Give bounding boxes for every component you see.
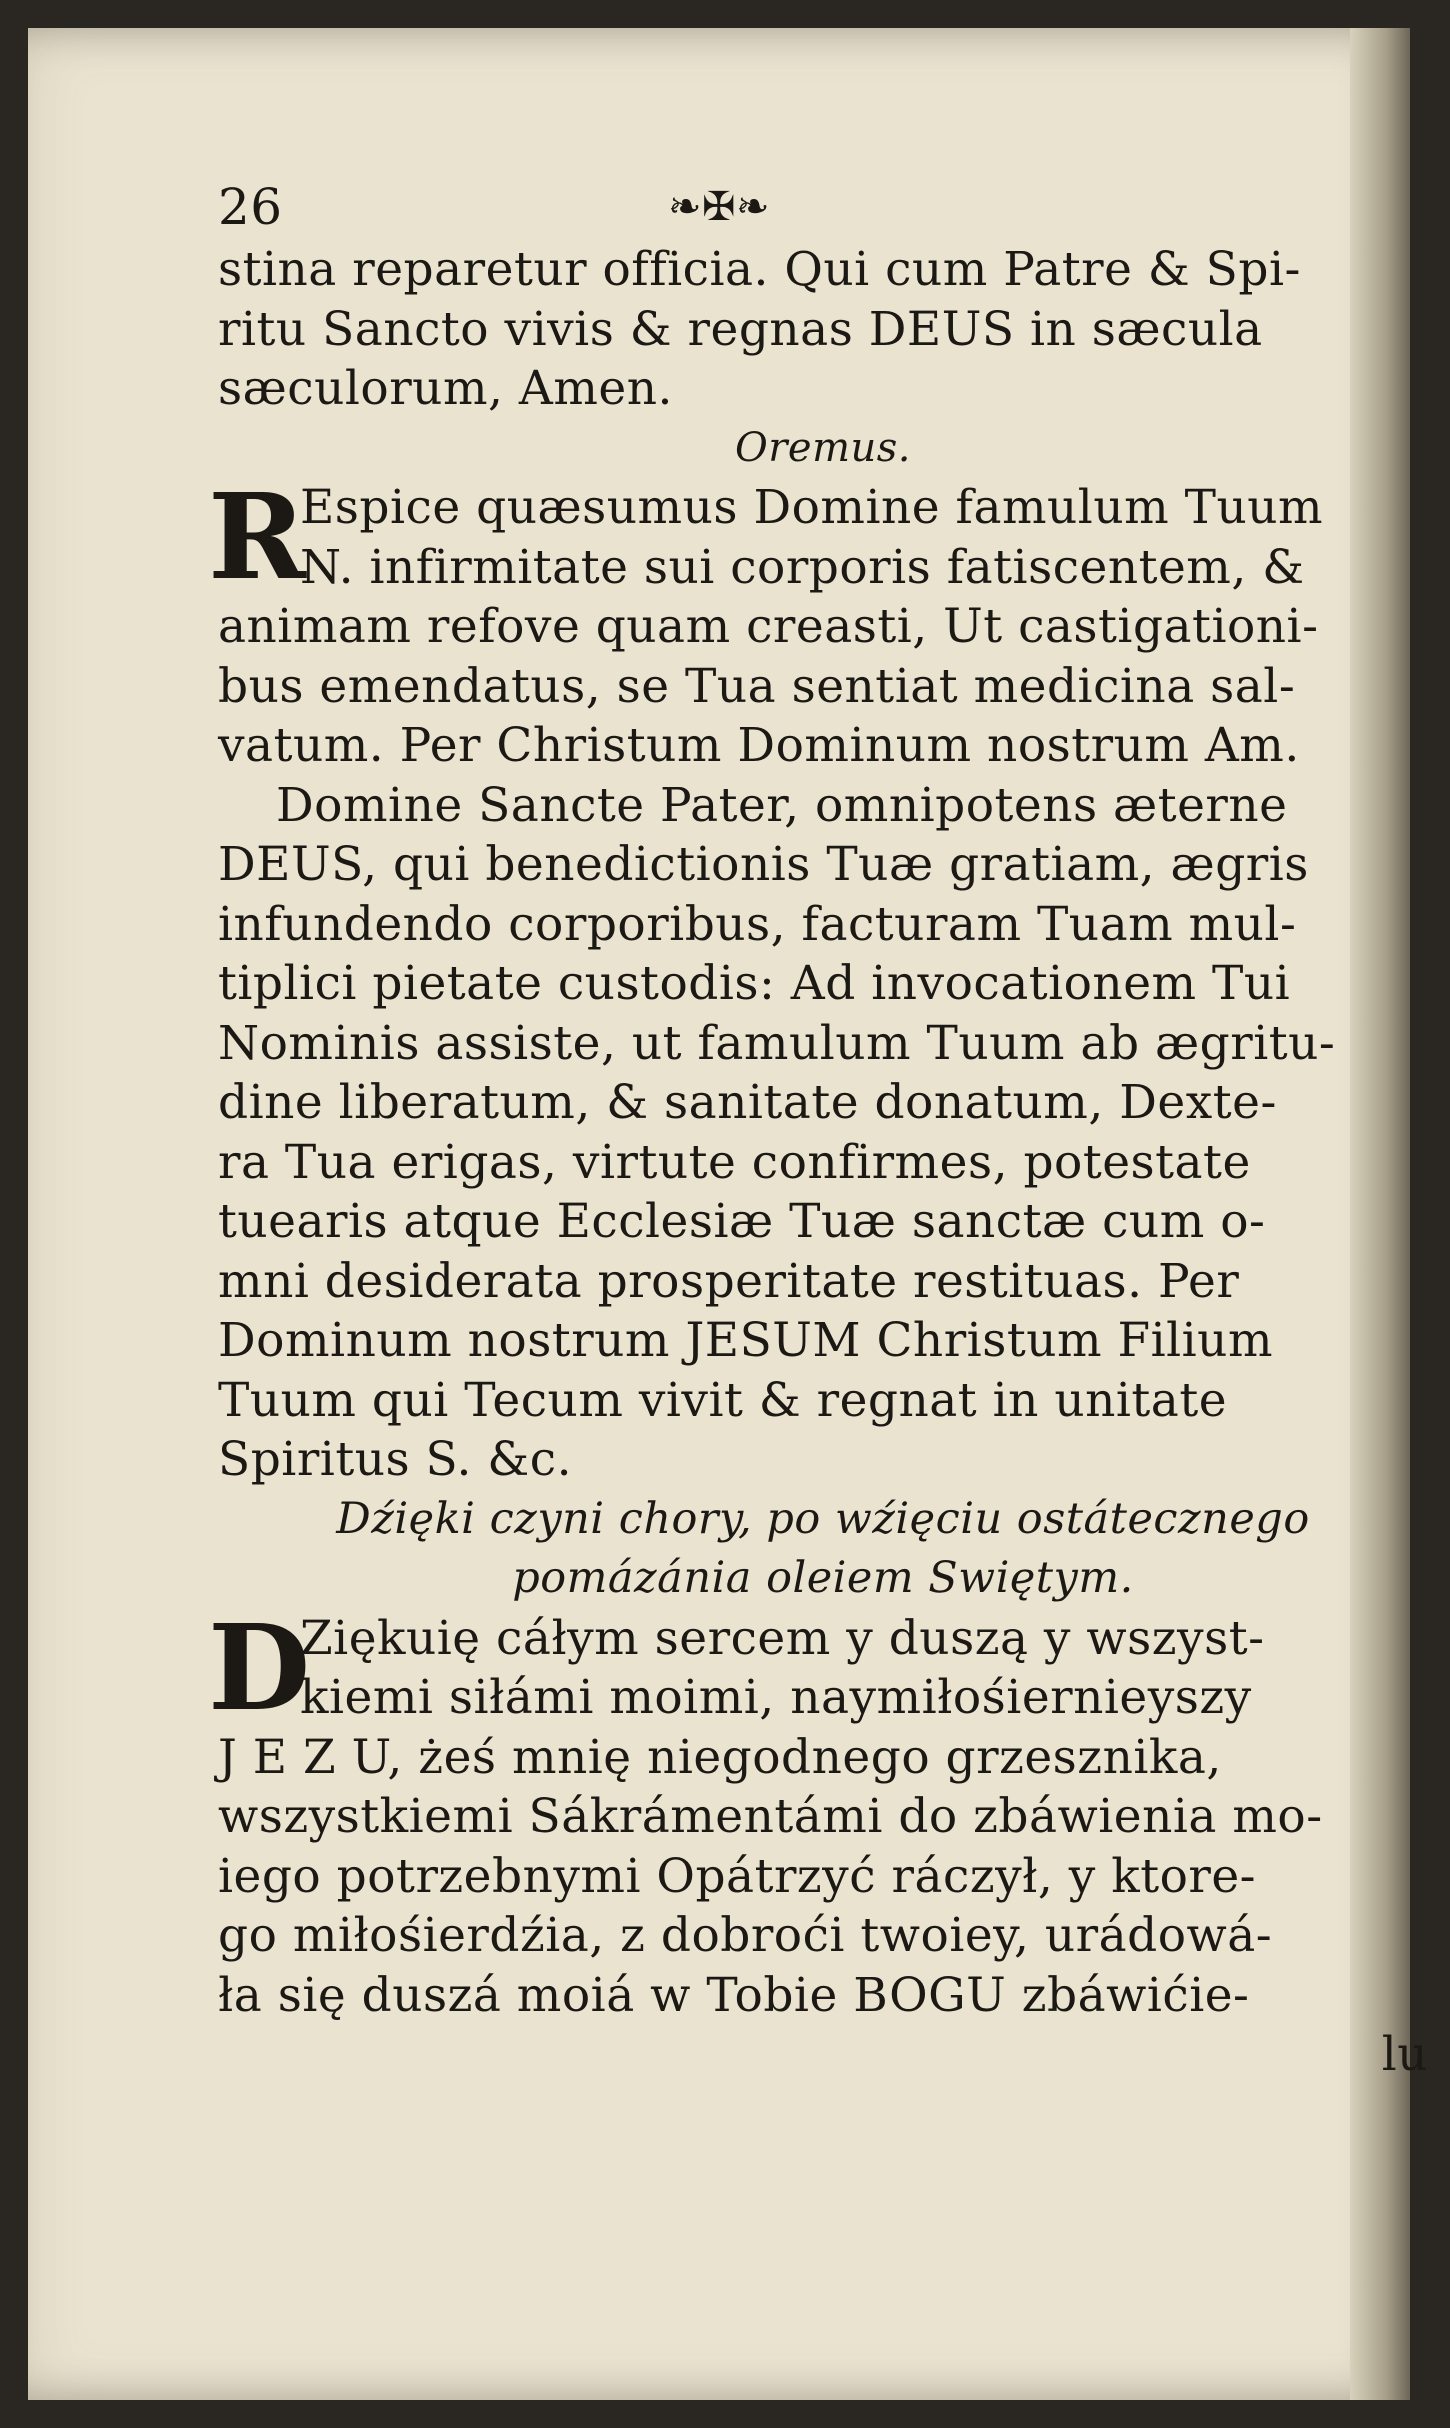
text-line: ra Tua erigas, virtute confirmes, potestate xyxy=(218,1134,1251,1190)
text-line: kiemi siłámi moimi, naymiłośiernieyszy xyxy=(300,1670,1252,1725)
text-line: bus emendatus, se Tua sentiat medicina sal- xyxy=(218,658,1296,714)
text-line: stina reparetur officia. Qui cum Patre & Spi- xyxy=(218,242,1301,297)
prayer-dziekuie xyxy=(208,1597,1428,2026)
text-line: tiplici pietate custodis: Ad invocationem Tui xyxy=(218,956,1291,1011)
prayer-respice xyxy=(208,467,1428,776)
page-number: 26 xyxy=(218,178,283,236)
drop-cap: R xyxy=(208,467,307,606)
text-line: sæculorum, Amen. xyxy=(218,361,673,416)
book-page xyxy=(28,28,1428,2400)
section-continuation xyxy=(218,240,1428,419)
text-line: Domine Sancte Pater, omnipotens æterne xyxy=(276,777,1288,833)
text-line: DEUS, qui benedictionis Tuæ gratiam, ægris xyxy=(218,837,1309,892)
heading-line: Dźięki czyni chory, po wźięciu ostátecznego xyxy=(336,1493,1310,1544)
prayer-domine xyxy=(218,776,1428,1490)
catchword: lu xyxy=(1381,2027,1428,2082)
text-line: N. infirmitate sui corporis fatiscentem, & xyxy=(300,539,1305,595)
text-line: tuearis atque Ecclesiæ Tuæ sanctæ cum o- xyxy=(218,1194,1266,1249)
text-line: go miłośierdźia, z dobroći twoiey, urádowá- xyxy=(218,1908,1273,1963)
text-line: mni desiderata prosperitate restituas. Per xyxy=(218,1253,1240,1309)
text-line: vatum. Per Christum Dominum nostrum Am. xyxy=(218,718,1300,773)
text-line: Espice quæsumus Domine famulum Tuum xyxy=(300,480,1324,535)
text-line: Dominum nostrum JESUM Christum Filium xyxy=(218,1313,1274,1368)
text-line: dine liberatum, & sanitate donatum, Dexte- xyxy=(218,1075,1277,1130)
text-line: ła się duszá moiá w Tobie BOGU zbáwićie- xyxy=(218,1967,1250,2023)
text-line: Tuum qui Tecum vivit & regnat in unitate xyxy=(218,1372,1228,1428)
text-line: ritu Sancto vivis & regnas DEUS in sæcula xyxy=(218,301,1263,357)
text-line: J E Z U, żeś mnię niegodnego grzesznika, xyxy=(218,1729,1222,1785)
text-line: wszystkiemi Sákrámentámi do zbáwienia mo- xyxy=(218,1789,1323,1844)
heading-line: pomázánia oleiem Swiętym. xyxy=(512,1553,1134,1603)
text-line: Ziękuię cáłym sercem y duszą y wszyst- xyxy=(300,1610,1265,1666)
running-header xyxy=(218,178,1428,240)
section-heading xyxy=(218,1490,1428,1609)
text-line: Spiritus S. &c. xyxy=(218,1432,573,1487)
drop-cap: D xyxy=(208,1597,311,1737)
text-line: Nominis assiste, ut famulum Tuum ab ægritu- xyxy=(218,1015,1336,1071)
text-line: animam refove quam creasti, Ut castigationi- xyxy=(218,599,1319,654)
header-ornament: ❧✠❧ xyxy=(668,184,771,230)
oremus-heading: Oremus. xyxy=(734,424,912,471)
page-text xyxy=(208,178,1428,2085)
text-line: infundendo corporibus, facturam Tuam mul- xyxy=(218,896,1297,952)
text-line: iego potrzebnymi Opátrzyć ráczył, y ktore- xyxy=(218,1848,1257,1904)
